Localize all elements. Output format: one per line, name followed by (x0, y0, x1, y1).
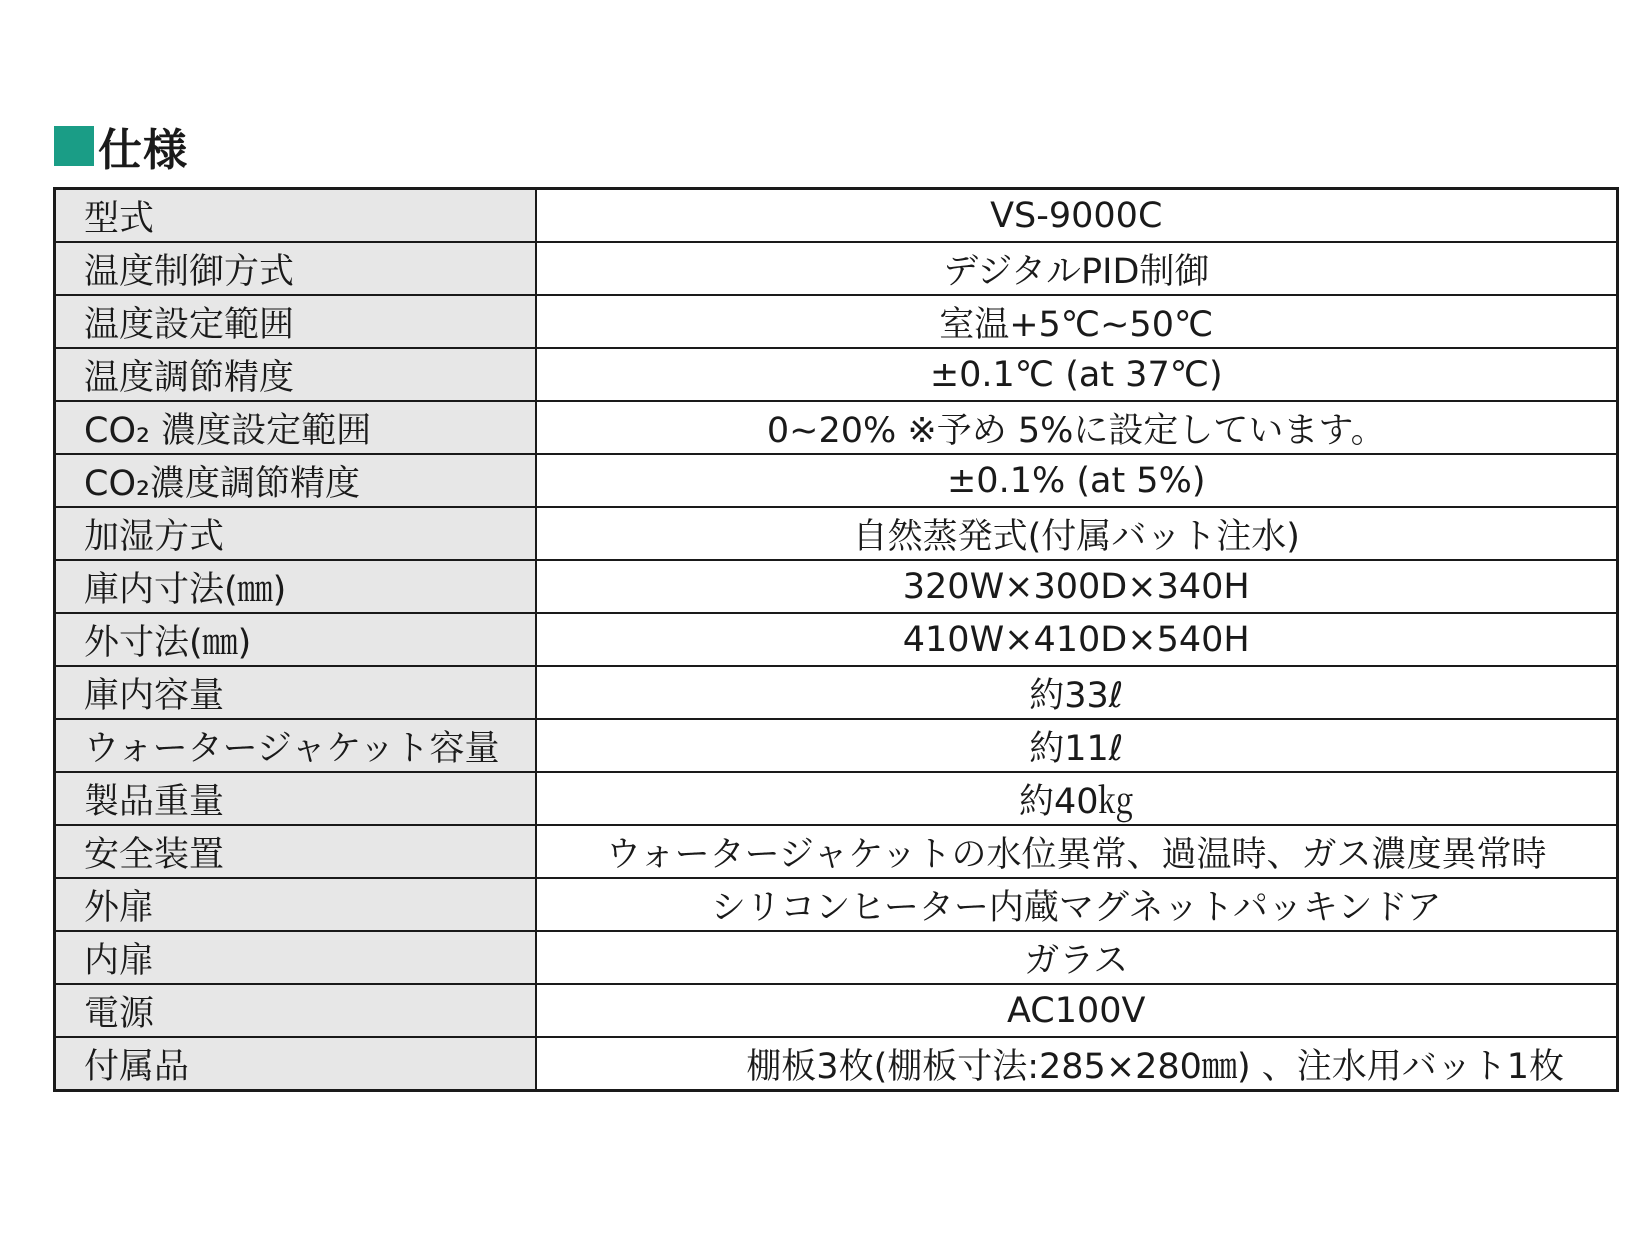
spec-label: 内扉 (55, 931, 536, 984)
square-marker-icon (54, 126, 94, 166)
spec-value: AC100V (536, 984, 1618, 1037)
table-row (55, 454, 1618, 507)
spec-value: 約11ℓ (536, 719, 1618, 772)
spec-value: シリコンヒーター内蔵マグネットパッキンドア (536, 878, 1618, 931)
table-row (55, 295, 1618, 348)
spec-label: 温度設定範囲 (55, 295, 536, 348)
spec-value: 約33ℓ (536, 666, 1618, 719)
section-title: 仕様 (98, 125, 188, 176)
spec-value: 0~20% ※予め 5%に設定しています。 (536, 401, 1618, 454)
spec-table (53, 187, 1619, 1092)
spec-label: 外扉 (55, 878, 536, 931)
table-row (55, 719, 1618, 772)
spec-label: 安全装置 (55, 825, 536, 878)
spec-value: 棚板3枚(棚板寸法:285×280㎜) 、注水用バット1枚 (536, 1037, 1618, 1091)
table-row (55, 401, 1618, 454)
table-row (55, 613, 1618, 666)
spec-label: 型式 (55, 189, 536, 243)
table-row (55, 189, 1618, 243)
spec-label: 庫内寸法(㎜) (55, 560, 536, 613)
table-row (55, 825, 1618, 878)
table-row (55, 507, 1618, 560)
spec-label: 加湿方式 (55, 507, 536, 560)
table-row (55, 772, 1618, 825)
spec-label: 電源 (55, 984, 536, 1037)
spec-value: ウォータージャケットの水位異常、過温時、ガス濃度異常時 (536, 825, 1618, 878)
spec-value: ±0.1℃ (at 37℃) (536, 348, 1618, 401)
spec-label: CO₂ 濃度設定範囲 (55, 401, 536, 454)
spec-label: 外寸法(㎜) (55, 613, 536, 666)
spec-value: 約40㎏ (536, 772, 1618, 825)
spec-label: CO₂濃度調節精度 (55, 454, 536, 507)
spec-value: 室温+5℃~50℃ (536, 295, 1618, 348)
table-row (55, 1037, 1618, 1091)
spec-label: 温度調節精度 (55, 348, 536, 401)
section-heading (54, 118, 188, 174)
spec-value: 320W×300D×340H (536, 560, 1618, 613)
spec-value: ガラス (536, 931, 1618, 984)
spec-value: 410W×410D×540H (536, 613, 1618, 666)
table-row (55, 348, 1618, 401)
spec-value: 自然蒸発式(付属バット注水) (536, 507, 1618, 560)
table-row (55, 878, 1618, 931)
table-row (55, 984, 1618, 1037)
spec-value: VS-9000C (536, 189, 1618, 243)
spec-label: ウォータージャケット容量 (55, 719, 536, 772)
spec-value: デジタルPID制御 (536, 242, 1618, 295)
spec-label: 庫内容量 (55, 666, 536, 719)
spec-value: ±0.1% (at 5%) (536, 454, 1618, 507)
table-row (55, 242, 1618, 295)
spec-label: 温度制御方式 (55, 242, 536, 295)
spec-label: 付属品 (55, 1037, 536, 1091)
table-row (55, 560, 1618, 613)
spec-label: 製品重量 (55, 772, 536, 825)
table-row (55, 666, 1618, 719)
table-row (55, 931, 1618, 984)
